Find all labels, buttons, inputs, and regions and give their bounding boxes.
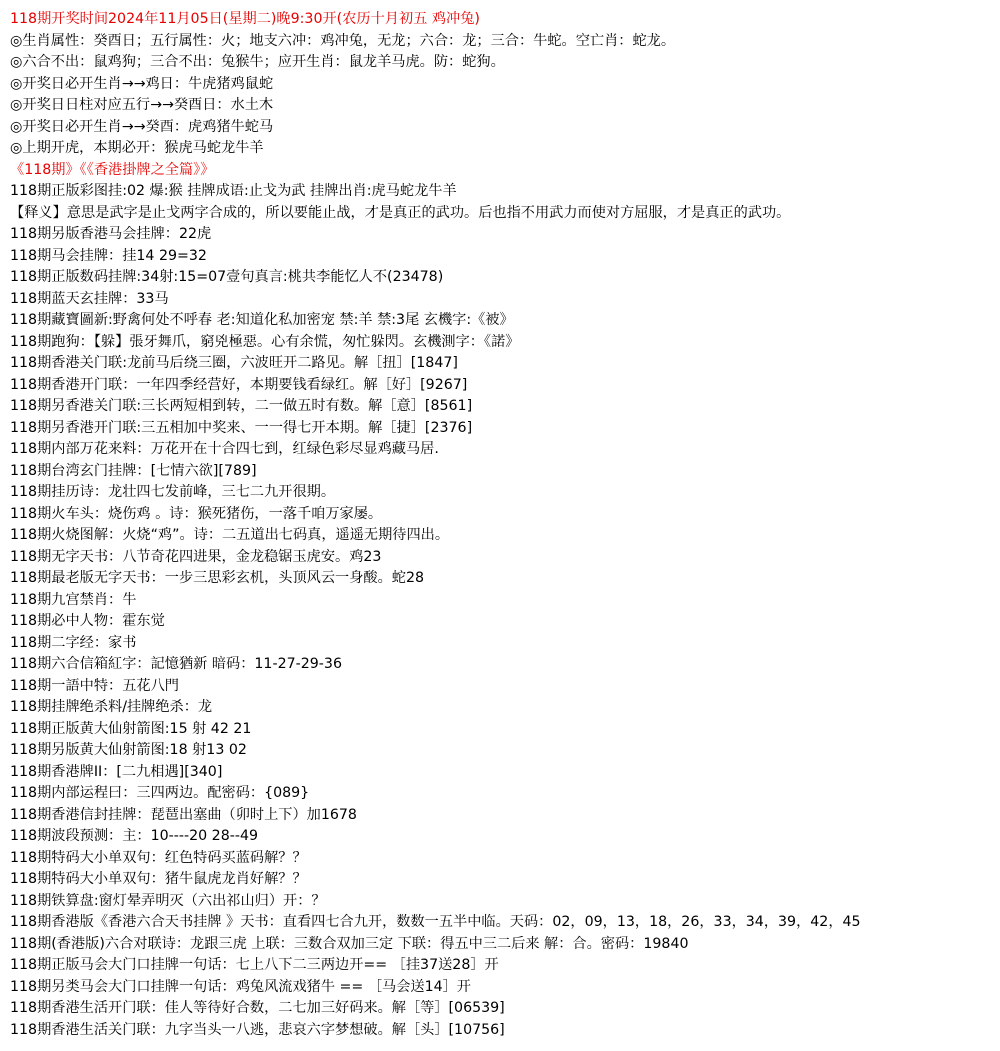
entry-line: 【释义】意思是武字是止戈两字合成的，所以要能止战，才是真正的武功。后也指不用武力而使对方屈服，才是真正的武功。 xyxy=(10,204,791,221)
entry-list xyxy=(10,181,995,1041)
section-title: 《118期》《《香港掛牌之全篇》》 xyxy=(10,161,215,178)
entry-line: 118期正版黄大仙射箭图:15 射 42 21 xyxy=(10,720,252,737)
attribute-line: ◎开奖日日柱对应五行→→癸酉日：水土木 xyxy=(10,97,274,113)
entry-line: 118期蓝天玄挂牌：33马 xyxy=(10,290,169,307)
entry-line: 118期另类马会大门口挂牌一句话：鸡兔风流戏猪牛 == ［马会送14］开 xyxy=(10,978,471,995)
entry-line: 118期跑狗：【躲】張牙舞爪，窮兇極惡。心有余慌，匆忙躲閃。玄機測字：《諾》 xyxy=(10,333,520,350)
attribute-line: ◎开奖日必开生肖→→鸡日：牛虎猪鸡鼠蛇 xyxy=(10,75,274,92)
document-body xyxy=(10,9,995,1041)
entry-line: 118期火烧图解：火烧“鸡”。诗：二五道出七码真，遥遥无期待四出。 xyxy=(10,527,450,543)
attribute-line: ◎上期开虎，本期必开：猴虎马蛇龙牛羊 xyxy=(10,140,264,156)
entry-line: 118期正版马会大门口挂牌一句话：七上八下二三两边开== ［挂37送28］开 xyxy=(10,957,499,973)
entry-line: 118期无字天书：八节奇花四进果，金龙稳锯玉虎安。鸡23 xyxy=(10,548,382,565)
entry-line: 118期香港牌II：[二九相遇][340] xyxy=(10,763,223,780)
entry-line: 118期香港版《香港六合天书挂牌 》天书：直看四七合九开，数数一五半中临。天码：02，09，13，18，26，33，34，39，42，45 xyxy=(10,914,861,930)
attribute-line: ◎六合不出：鼠鸡狗；三合不出：兔猴牛；应开生肖：鼠龙羊马虎。防：蛇狗。 xyxy=(10,54,505,70)
entry-line: 118期最老版无字天书：一步三思彩玄机，头顶风云一身酸。蛇28 xyxy=(10,570,425,586)
entry-line: 118期台湾玄门挂牌：[七情六欲][789] xyxy=(10,462,257,479)
entry-line: 118期挂历诗：龙壮四七发前峰，三七二九开很期。 xyxy=(10,484,336,500)
entry-line: 118期波段预测：主：10----20 28--49 xyxy=(10,828,259,844)
entry-line: 118期香港关门联:龙前马后绕三圈，六波旺开二路见。解［扭］[1847] xyxy=(10,355,458,371)
entry-line: 118期正版彩图挂:02 爆:猴 挂牌成语:止戈为武 挂牌出肖:虎马蛇龙牛羊 xyxy=(10,183,457,199)
entry-line: 118期特码大小单双句：猪牛鼠虎龙肖好解？？ xyxy=(10,871,307,887)
entry-line: 118期马会挂牌：挂14 29=32 xyxy=(10,247,207,264)
entry-line: 118期二字经：家书 xyxy=(10,634,137,651)
attribute-line: ◎开奖日必开生肖→→癸酉：虎鸡猪牛蛇马 xyxy=(10,118,274,135)
entry-line: 118期九宫禁肖：牛 xyxy=(10,591,137,608)
entry-line: 118期特码大小单双句：红色特码买蓝码解？？ xyxy=(10,849,307,866)
entry-line: 118期另版黄大仙射箭图:18 射13 02 xyxy=(10,742,247,758)
entry-line: 118期铁算盘:窗灯晕弄明灭（六出祁山归）开：？ xyxy=(10,892,326,909)
entry-line: 118期内部万花来料：万花开在十合四七到，红绿色彩尽显鸡藏马居. xyxy=(10,441,439,457)
entry-line: 118期挂牌绝杀料/挂牌绝杀：龙 xyxy=(10,699,213,715)
entry-line: 118期香港开门联：一年四季经营好，本期要钱看绿红。解［好］[9267] xyxy=(10,376,468,393)
entry-line: 118期香港信封挂牌：琵琶出塞曲（卯时上下）加1678 xyxy=(10,806,357,823)
entry-line: 118期六合信箱紅字：記憶猶新 暗码：11-27-29-36 xyxy=(10,656,342,672)
entry-line: 118期香港生活开门联：佳人等待好合数，二七加三好码来。解［等］[06539] xyxy=(10,1000,505,1016)
entry-line: 118期火车头：烧伤鸡 。诗：猴死猪伤，一落千咱万家屡。 xyxy=(10,505,383,522)
entry-line: 118期另香港开门联:三五相加中奖来、一一得七开本期。解［捷］[2376] xyxy=(10,419,473,436)
entry-line: 118期另香港关门联:三长两短相到转，二一做五时有数。解［意］[8561] xyxy=(10,398,473,414)
entry-line: 118期藏寶圖新:野禽何处不呼春 老:知道化私加密宠 禁:羊 禁:3尾 玄機字:《被》 xyxy=(10,312,514,328)
attribute-list xyxy=(10,31,995,160)
entry-line: 118期另版香港马会挂牌：22虎 xyxy=(10,226,212,242)
draw-info-header: 118期开奖时间2024年11月05日(星期二)晚9:30开(农历十月初五 鸡冲兔) xyxy=(10,11,480,27)
entry-line: 118期内部运程曰：三四两边。配密码：{089} xyxy=(10,785,310,801)
entry-line: 118期一語中特：五花八門 xyxy=(10,677,179,694)
entry-line: 118期正版数码挂牌:34射:15=07壹句真言:桃共李能忆人不(23478) xyxy=(10,269,444,285)
entry-line: 118期必中人物：霍东觉 xyxy=(10,613,165,629)
entry-line: 118期香港生活关门联：九字当头一八逃，悲哀六字梦想破。解［头］[10756] xyxy=(10,1021,505,1038)
attribute-line: ◎生肖属性：癸酉日；五行属性：火；地支六冲：鸡冲兔，无龙；六合：龙；三合：牛蛇。空亡肖：蛇龙。 xyxy=(10,32,676,49)
entry-line: 118期(香港版)六合对联诗：龙跟三虎 上联：三数合双加三定 下联：得五中三二后来 解：合。密码：19840 xyxy=(10,935,689,952)
